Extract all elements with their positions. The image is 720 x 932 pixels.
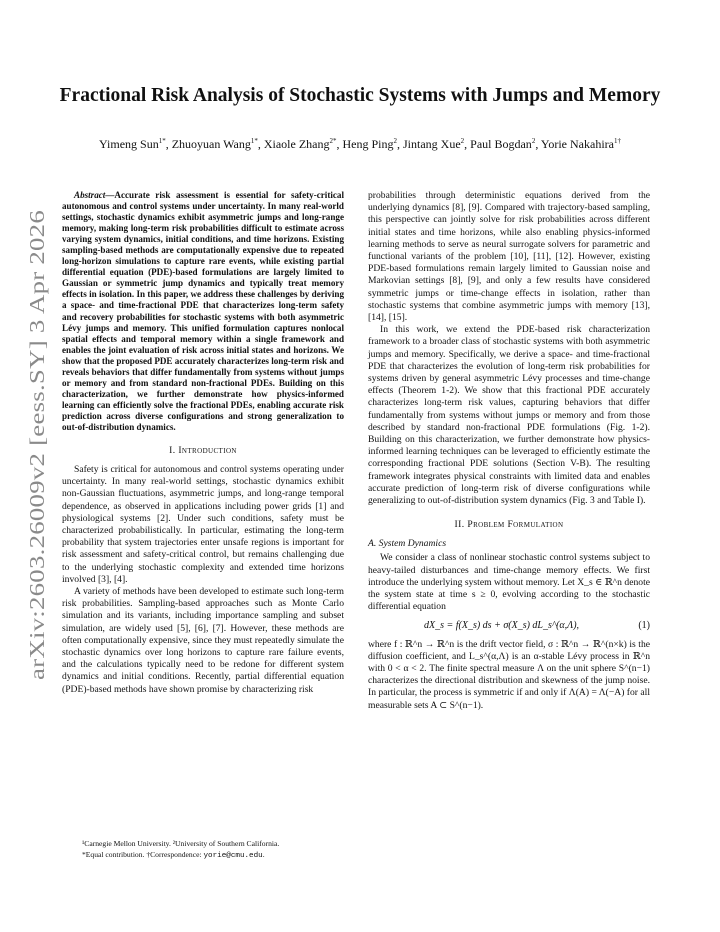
arxiv-side-stamp xyxy=(14,206,54,682)
abstract-lead: Abstract xyxy=(74,190,106,200)
contribution-note: *Equal contribution. †Correspondence: xyxy=(82,849,204,859)
left-column xyxy=(62,190,344,696)
section-heading-problem-formulation xyxy=(368,519,650,531)
author-name: Paul Bogdan xyxy=(470,137,532,151)
author-name: Heng Ping xyxy=(342,137,394,151)
author-name: Zhuoyuan Wang xyxy=(171,137,251,151)
intro-paragraph-1: Safety is critical for autonomous and control systems operating under uncertainty. In many real-world settings, stochastic dynamics exhibit non-Gaussian fluctuations, asymmetric jumps, and long-range temporal dependence, as observed in applications including power grids [1] and physiological systems [2]. Under such conditions, safety must be characterized probabilistically. In particular, estimating the long-term probability that system trajectories enter unsafe regions is important for risk assessment and safety-critical control, but remains challenging due to the underlying stochastic complexity and extended time horizons involved [3], [4]. xyxy=(62,464,344,585)
equation-explanation-paragraph: where f : ℝ^n → ℝ^n is the drift vector field, σ : ℝ^n → ℝ^(n×k) is the diffusion coefficient, and L_s^(α,Λ) is an α-stable Lévy process in ℝ^n with 0 < α < 2. The finite spectral measure Λ on the unit sphere S^(n−1) characterizes the directional distribution and skewness of the jump noise. In particular, the process is symmetric if and only if Λ(A) = Λ(−A) for all measurable sets A ⊂ S^(n−1). xyxy=(368,638,650,711)
right-column xyxy=(368,190,650,712)
abstract-text: Accurate risk assessment is essential for safety-critical autonomous and control systems under uncertainty. In many real-world settings, stochastic dynamics exhibit asymmetric jumps and long-range memory, making long-term risk probabilities difficult to estimate across varying system dynamics, initial conditions, and time horizons. Existing sampling-based methods are computationally expensive due to repeated long-horizon simulations to capture rare events, while existing partial differential equation (PDE)-based formulations are largely limited to Gaussian or symmetric jump dynamics and typically treat memory effects in isolation. In this paper, we address these challenges by deriving a space- and time-fractional PDE that characterizes long-term safety and recovery probabilities for stochastic systems with both asymmetric Lévy jumps and memory. This unified formulation captures nonlocal spatial effects and temporal memory within a single framework and enables the joint evaluation of risk across initial states and horizons. We show that the proposed PDE accurately characterizes long-term risk and reveals behaviors that differ fundamentally from systems without jumps or memory and from standard non-fractional PDEs. Building on this characterization, we further demonstrate how physics-informed learning can efficiently solve the fractional PDEs, enabling accurate risk prediction across diverse configurations and strong generalization to out-of-distribution dynamics. xyxy=(62,190,344,432)
abstract: Abstract—Accurate risk assessment is essential for safety-critical autonomous and control systems under uncertainty. In many real-world settings, stochastic dynamics exhibit asymmetric jumps and long-range memory, making long-term risk probabilities difficult to estimate across varying system dynamics, initial conditions, and time horizons. Existing sampling-based methods are computationally expensive due to repeated long-horizon simulations to capture rare events, while existing partial differential equation (PDE)-based formulations are largely limited to Gaussian or symmetric jump dynamics and typically treat memory effects in isolation. In this paper, we address these challenges by deriving a space- and time-fractional PDE that characterizes long-term safety and recovery probabilities for stochastic systems with both asymmetric Lévy jumps and memory. This unified formulation captures nonlocal spatial effects and temporal memory within a single framework and enables the joint evaluation of risk across initial states and horizons. We show that the proposed PDE accurately characterizes long-term risk and reveals behaviors that differ fundamentally from systems without jumps or memory and from standard non-fractional PDEs. Building on this characterization, we further demonstrate how physics-informed learning can efficiently solve the fractional PDEs, enabling accurate risk prediction across diverse configurations and strong generalization to out-of-distribution dynamics. xyxy=(62,190,344,432)
author-name: Yimeng Sun xyxy=(99,137,159,151)
author-list: Yimeng Sun$^{1*}$, Zhuoyuan Wang$^{1*}$, Xiaole Zhang$^{2*}$, Heng Ping$^2$, Jintang Xue$^2$, Paul Bogdan$^2$, Yorie Nakahira$^{1\dagger}$ xyxy=(99,137,621,151)
subsection-heading: A. System Dynamics xyxy=(368,538,447,550)
arxiv-stamp-svg xyxy=(14,206,54,682)
author-name: Yorie Nakahira xyxy=(540,137,614,151)
correspondence-email[interactable]: yorie@cmu.edu xyxy=(203,851,263,860)
author-affiliation-mark: 2 xyxy=(531,137,536,145)
footnote xyxy=(82,839,344,861)
section-title: Problem Formulation xyxy=(467,519,564,531)
author-name: Xiaole Zhang xyxy=(263,137,330,151)
equation-body: dX_s = f(X_s) ds + σ(X_s) dL_s^(α,Λ), xyxy=(424,619,580,631)
affiliations-footnote: ¹Carnegie Mellon University. ²University of Southern California. xyxy=(82,839,280,848)
body-paragraph-continuation: probabilities through deterministic equations derived from the underlying dynamics [8], [9]. Compared with trajectory-based sampling, this perspective can jointly solve for risk probabilities across different initial states and time horizons, while also enabling physics-informed learning methods to serve as neural surrogate solvers for parametric and functional variants of the problem [10], [11], [12]. However, existing PDE-based formulations remain largely limited to Gaussian noise and Markovian settings [8], [9], and only a few results have considered symmetric jumps or time-change effects in isolation, rather than stochastic systems that combine asymmetric jumps with memory [13], [14], [15]. xyxy=(368,190,650,324)
author-affiliation-mark: 1† xyxy=(613,137,621,145)
intro-paragraph-2: A variety of methods have been developed to estimate such long-term risk probabilities. Sampling-based approaches such as Monte Carlo simulation and its variants, including importance sampling and subset simulation, are widely used [5], [6], [7]. However, these methods are often computationally expensive, since they must repeatedly simulate the stochastic dynamics over long horizons to capture rare failure events, and the calculations typically need to be redone for different system dynamics and initial conditions. Recently, partial differential equation (PDE)-based methods have shown promise by characterizing risk xyxy=(62,586,344,695)
equation-1 xyxy=(368,619,650,633)
footnote-period: . xyxy=(262,849,265,859)
equation-number: (1) xyxy=(638,619,650,631)
author-affiliation-mark: 1* xyxy=(250,137,258,145)
section-numeral: I. xyxy=(169,445,176,457)
section-numeral: II. xyxy=(454,519,465,531)
author-affiliation-mark: 1* xyxy=(158,137,166,145)
section-title: Introduction xyxy=(178,445,237,457)
author-affiliation-mark: 2 xyxy=(393,137,397,145)
author-name: Jintang Xue xyxy=(402,137,461,151)
body-paragraph-contribution: In this work, we extend the PDE-based risk characterization framework to a broader class of stochastic systems with both asymmetric jumps and memory. Specifically, we derive a space- and time-fractional PDE that characterizes the evolution of long-term risk probabilities for systems driven by general asymmetric Lévy processes and time-change effects (Theorem 1-2). We show that this fractional PDE accurately characterizes long-term risk values, capturing behaviors that differ fundamentally from systems without jumps or memory and from those described by standard non-fractional PDE formulations (Fig. 1-2). Building on this characterization, we further demonstrate how physics-informed learning techniques can be leveraged to efficiently estimate the corresponding fractional PDE solutions (Section V-B). The resulting framework integrates physical constraints with limited data and enables accurate prediction of long-term risk of diverse configurations while generalizing to out-of-distribution system dynamics (Fig. 3 and Table I). xyxy=(368,324,650,507)
author-affiliation-mark: 2* xyxy=(329,137,337,145)
system-dynamics-paragraph: We consider a class of nonlinear stochastic control systems subject to heavy-tailed disturbances and time-change memory effects. We first introduce the underlying system without memory. Let X_s ∈ ℝ^n denote the system state at time s ≥ 0, evolving according to the stochastic differential equation xyxy=(368,552,650,613)
author-affiliation-mark: 2 xyxy=(460,137,465,145)
section-heading-introduction xyxy=(62,445,344,457)
paper-title: Fractional Risk Analysis of Stochastic Systems with Jumps and Memory xyxy=(59,85,661,106)
arxiv-identifier: arXiv:2603.26009v2 [eess.SY] 3 Apr 2026 xyxy=(25,311,49,680)
contribution-footnote xyxy=(82,850,344,862)
